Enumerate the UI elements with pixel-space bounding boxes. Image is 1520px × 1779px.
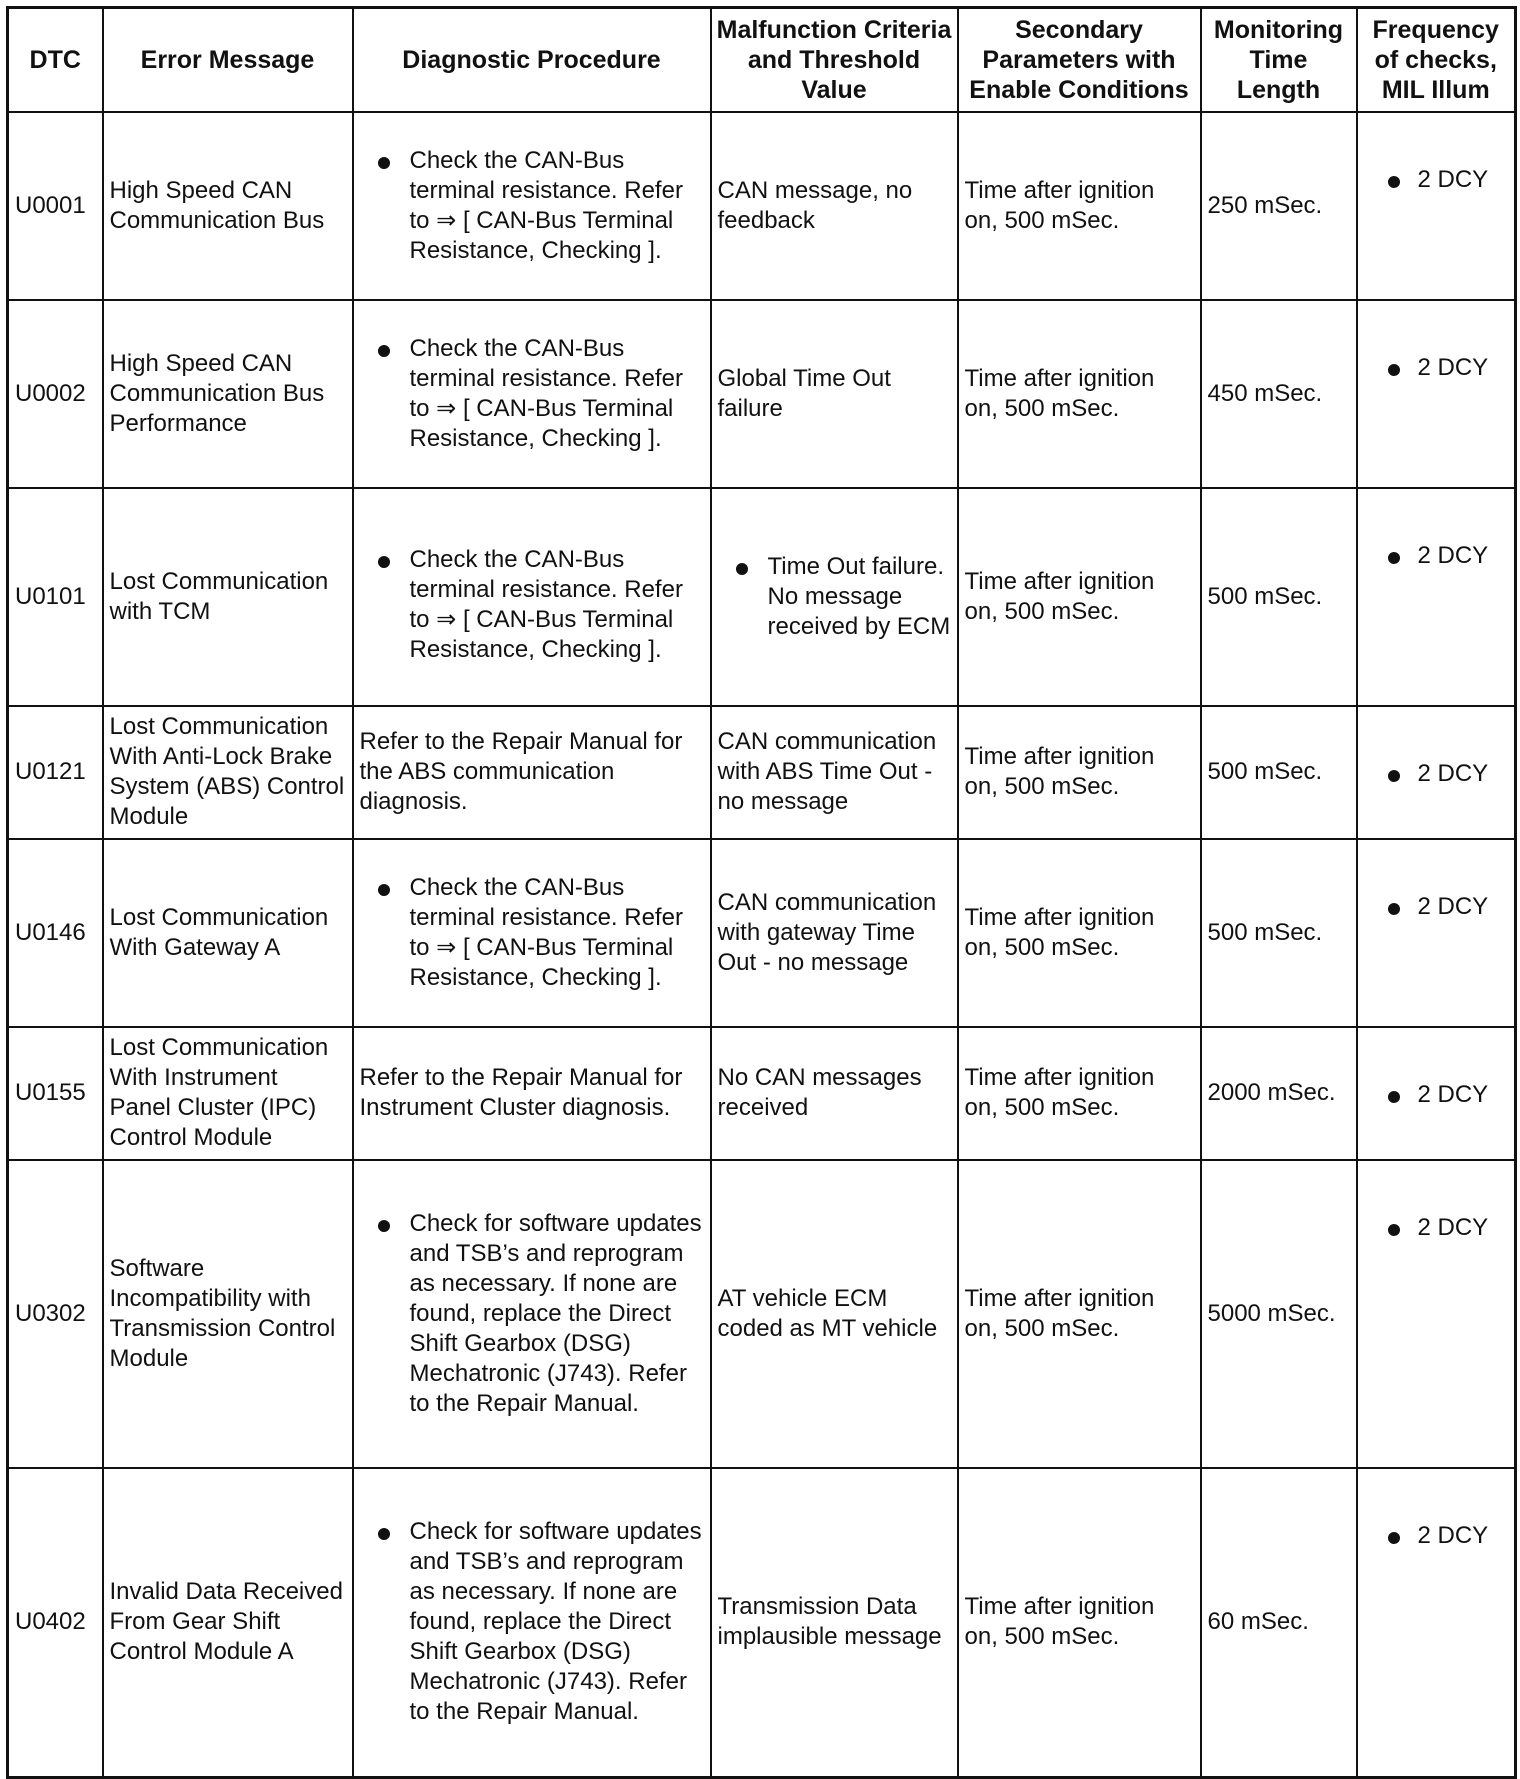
- dtc-code: U0302: [8, 1160, 103, 1468]
- secondary-parameters: Time after ignition on, 500 mSec.: [958, 1160, 1201, 1468]
- header-frequency: Frequency of checks, MIL Illum: [1357, 8, 1516, 112]
- frequency-bullet: 2 DCY: [1364, 1213, 1509, 1243]
- procedure-bullet: Check the CAN-Bus terminal resistance. Refer to ⇒ [ CAN-Bus Terminal Resistance, Checking ].: [360, 146, 704, 266]
- frequency-bullet: 2 DCY: [1364, 541, 1509, 571]
- diagnostic-procedure: [353, 488, 711, 706]
- monitoring-time: 500 mSec.: [1201, 488, 1357, 706]
- diagnostic-procedure: [353, 839, 711, 1027]
- table-row: [8, 300, 1516, 488]
- frequency-bullet: 2 DCY: [1364, 892, 1509, 922]
- frequency: [1357, 1468, 1516, 1778]
- secondary-parameters: Time after ignition on, 500 mSec.: [958, 112, 1201, 300]
- dtc-code: U0002: [8, 300, 103, 488]
- frequency-bullet: 2 DCY: [1364, 165, 1509, 195]
- header-diagnostic-procedure: Diagnostic Procedure: [353, 8, 711, 112]
- diagnostic-procedure: [353, 300, 711, 488]
- diagnostic-procedure: Refer to the Repair Manual for the ABS communication diagnosis.: [353, 706, 711, 839]
- procedure-bullet: Check the CAN-Bus terminal resistance. Refer to ⇒ [ CAN-Bus Terminal Resistance, Checking ].: [360, 545, 704, 665]
- header-secondary-parameters: Secondary Parameters with Enable Conditions: [958, 8, 1201, 112]
- diagnostic-procedure: [353, 1468, 711, 1778]
- secondary-parameters: Time after ignition on, 500 mSec.: [958, 706, 1201, 839]
- error-message: Invalid Data Received From Gear Shift Control Module A: [103, 1468, 353, 1778]
- header-monitoring-time: Monitoring Time Length: [1201, 8, 1357, 112]
- monitoring-time: 5000 mSec.: [1201, 1160, 1357, 1468]
- dtc-code: U0146: [8, 839, 103, 1027]
- error-message: Software Incompatibility with Transmission Control Module: [103, 1160, 353, 1468]
- malfunction-criteria: AT vehicle ECM coded as MT vehicle: [711, 1160, 958, 1468]
- dtc-table: [6, 6, 1517, 1779]
- secondary-parameters: Time after ignition on, 500 mSec.: [958, 1027, 1201, 1160]
- monitoring-time: 500 mSec.: [1201, 706, 1357, 839]
- monitoring-time: 2000 mSec.: [1201, 1027, 1357, 1160]
- table-row: [8, 1468, 1516, 1778]
- table-row: [8, 706, 1516, 839]
- malfunction-criteria: Global Time Out failure: [711, 300, 958, 488]
- diagnostic-procedure: Refer to the Repair Manual for Instrument Cluster diagnosis.: [353, 1027, 711, 1160]
- frequency-bullet: 2 DCY: [1364, 1080, 1509, 1110]
- header-malfunction-criteria: Malfunction Criteria and Threshold Value: [711, 8, 958, 112]
- criteria-bullet: Time Out failure. No message received by ECM: [718, 552, 951, 642]
- dtc-code: U0101: [8, 488, 103, 706]
- malfunction-criteria: CAN message, no feedback: [711, 112, 958, 300]
- frequency: [1357, 839, 1516, 1027]
- monitoring-time: 250 mSec.: [1201, 112, 1357, 300]
- frequency: [1357, 706, 1516, 839]
- header-row: [8, 8, 1516, 112]
- frequency: [1357, 1027, 1516, 1160]
- table-row: [8, 1160, 1516, 1468]
- secondary-parameters: Time after ignition on, 500 mSec.: [958, 839, 1201, 1027]
- frequency: [1357, 300, 1516, 488]
- dtc-code: U0121: [8, 706, 103, 839]
- table-row: [8, 1027, 1516, 1160]
- table-row: [8, 839, 1516, 1027]
- dtc-code: U0001: [8, 112, 103, 300]
- error-message: Lost Communication with TCM: [103, 488, 353, 706]
- dtc-code: U0155: [8, 1027, 103, 1160]
- malfunction-criteria: No CAN messages received: [711, 1027, 958, 1160]
- frequency: [1357, 488, 1516, 706]
- frequency-bullet: 2 DCY: [1364, 759, 1509, 789]
- secondary-parameters: Time after ignition on, 500 mSec.: [958, 488, 1201, 706]
- frequency-bullet: 2 DCY: [1364, 1521, 1509, 1551]
- diagnostic-procedure: [353, 1160, 711, 1468]
- secondary-parameters: Time after ignition on, 500 mSec.: [958, 300, 1201, 488]
- malfunction-criteria: CAN communication with ABS Time Out - no message: [711, 706, 958, 839]
- error-message: Lost Communication With Anti-Lock Brake System (ABS) Control Module: [103, 706, 353, 839]
- error-message: Lost Communication With Gateway A: [103, 839, 353, 1027]
- table-row: [8, 112, 1516, 300]
- malfunction-criteria: Transmission Data implausible message: [711, 1468, 958, 1778]
- procedure-bullet: Check for software updates and TSB’s and reprogram as necessary. If none are found, replace the Direct Shift Gearbox (DSG) Mechatronic (J743). Refer to the Repair Manual.: [360, 1209, 704, 1419]
- frequency: [1357, 112, 1516, 300]
- header-dtc: DTC: [8, 8, 103, 112]
- frequency: [1357, 1160, 1516, 1468]
- monitoring-time: 500 mSec.: [1201, 839, 1357, 1027]
- malfunction-criteria: CAN communication with gateway Time Out - no message: [711, 839, 958, 1027]
- procedure-bullet: Check for software updates and TSB’s and reprogram as necessary. If none are found, replace the Direct Shift Gearbox (DSG) Mechatronic (J743). Refer to the Repair Manual.: [360, 1517, 704, 1727]
- error-message: High Speed CAN Communication Bus Performance: [103, 300, 353, 488]
- error-message: High Speed CAN Communication Bus: [103, 112, 353, 300]
- frequency-bullet: 2 DCY: [1364, 353, 1509, 383]
- error-message: Lost Communication With Instrument Panel Cluster (IPC) Control Module: [103, 1027, 353, 1160]
- diagnostic-procedure: [353, 112, 711, 300]
- table-row: [8, 488, 1516, 706]
- secondary-parameters: Time after ignition on, 500 mSec.: [958, 1468, 1201, 1778]
- monitoring-time: 60 mSec.: [1201, 1468, 1357, 1778]
- malfunction-criteria: [711, 488, 958, 706]
- header-error-message: Error Message: [103, 8, 353, 112]
- monitoring-time: 450 mSec.: [1201, 300, 1357, 488]
- procedure-bullet: Check the CAN-Bus terminal resistance. Refer to ⇒ [ CAN-Bus Terminal Resistance, Checking ].: [360, 873, 704, 993]
- procedure-bullet: Check the CAN-Bus terminal resistance. Refer to ⇒ [ CAN-Bus Terminal Resistance, Checking ].: [360, 334, 704, 454]
- dtc-code: U0402: [8, 1468, 103, 1778]
